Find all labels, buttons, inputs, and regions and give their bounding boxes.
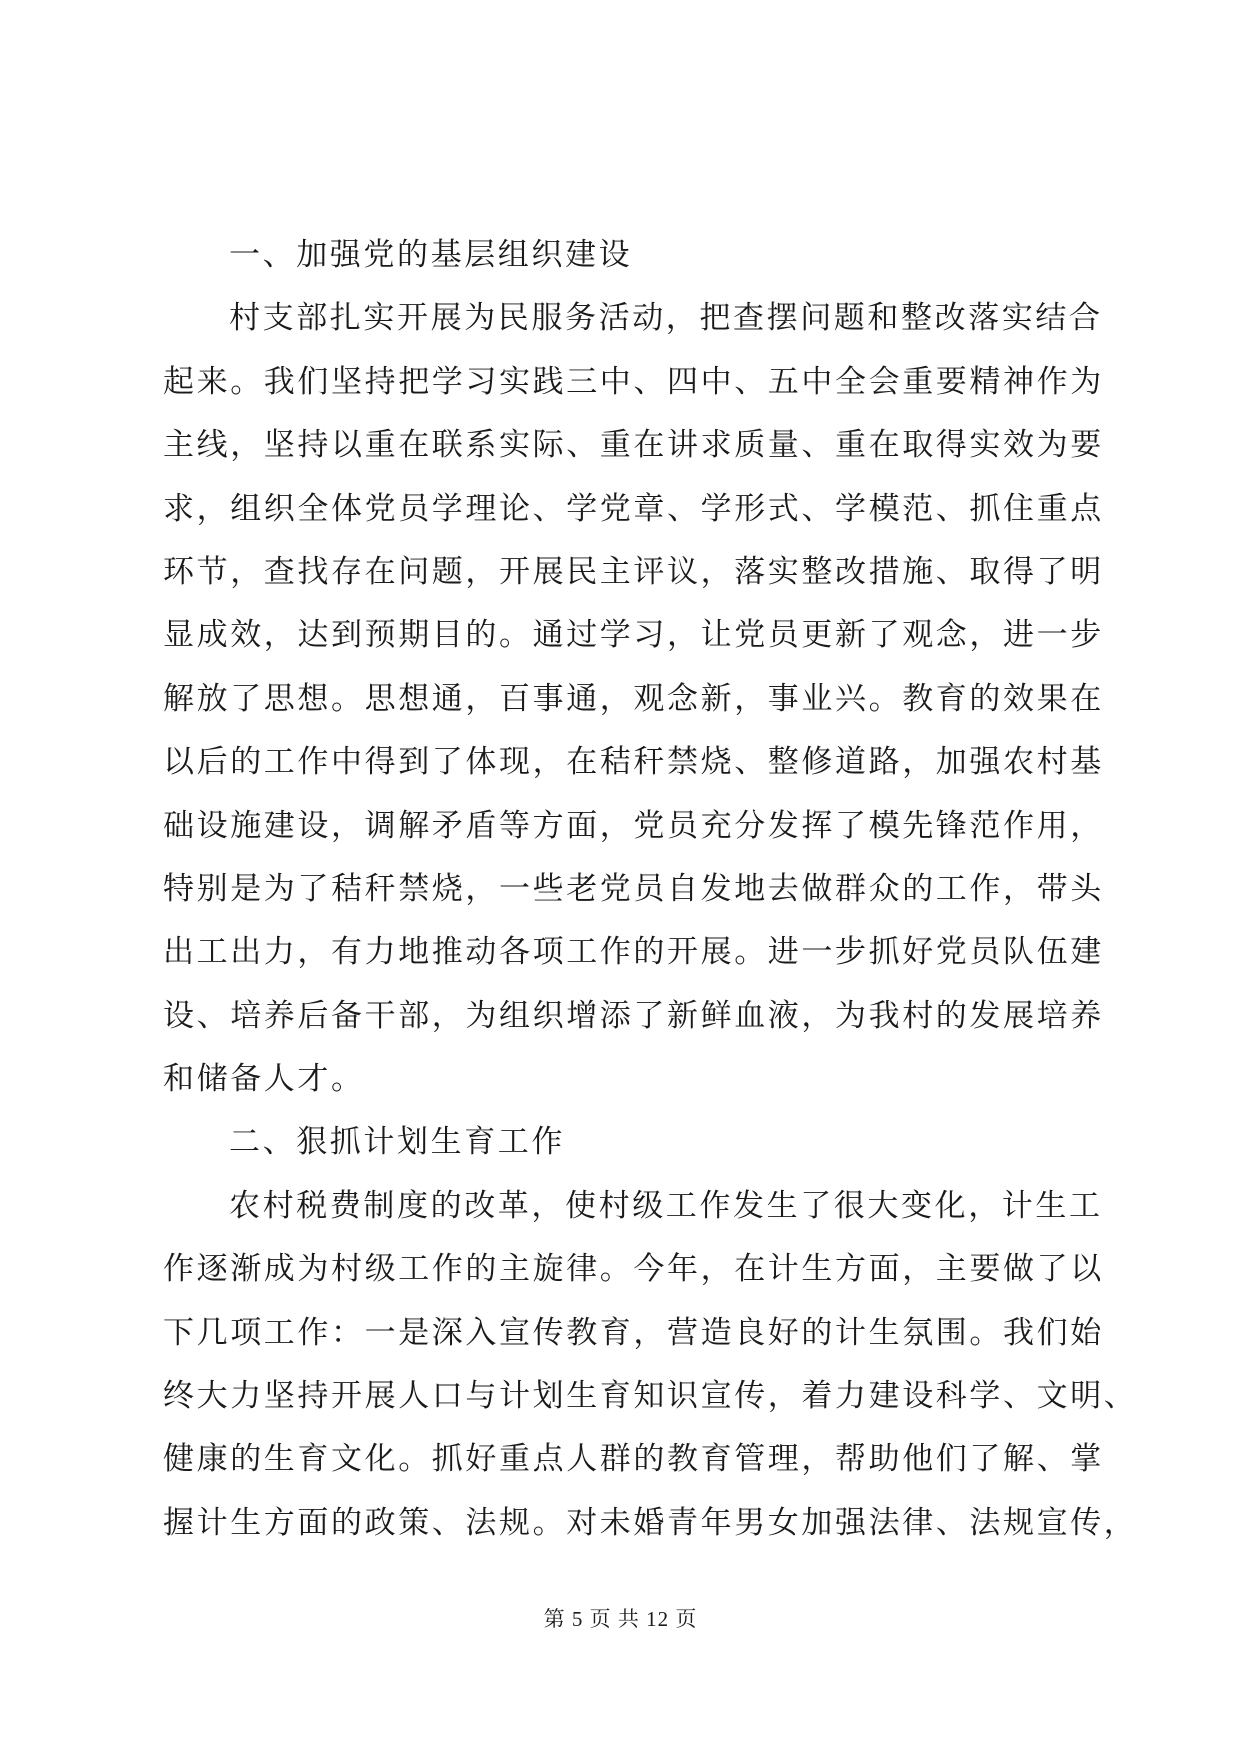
paragraph-line: 解放了思想。思想通，百事通，观念新，事业兴。教育的效果在	[163, 680, 1104, 717]
section-heading-2: 二、狠抓计划生育工作	[229, 1124, 565, 1161]
paragraph-line: 村支部扎实开展为民服务活动，把查摆问题和整改落实结合	[229, 300, 1103, 337]
paragraph-line: 出工出力，有力地推动各项工作的开展。进一步抓好党员队伍建	[163, 934, 1104, 971]
paragraph-line: 和储备人才。	[163, 1061, 365, 1098]
paragraph-line: 以后的工作中得到了体现，在秸秆禁烧、整修道路，加强农村基	[163, 744, 1104, 781]
document-body	[163, 224, 1138, 1555]
paragraph-line: 主线，坚持以重在联系实际、重在讲求质量、重在取得实效为要	[163, 427, 1104, 464]
paragraph-line: 终大力坚持开展人口与计划生育知识宣传，着力建设科学、文明、	[163, 1378, 1138, 1415]
paragraph-line: 起来。我们坚持把学习实践三中、四中、五中全会重要精神作为	[163, 363, 1104, 400]
page-footer: 第 5 页 共 12 页	[543, 1607, 698, 1631]
paragraph-line: 显成效，达到预期目的。通过学习，让党员更新了观念，进一步	[163, 617, 1104, 654]
paragraph-line: 握计生方面的政策、法规。对未婚青年男女加强法律、法规宣传，	[163, 1504, 1138, 1541]
paragraph-line: 健康的生育文化。抓好重点人群的教育管理，帮助他们了解、掌	[163, 1441, 1104, 1478]
paragraph-line: 求，组织全体党员学理论、学党章、学形式、学模范、抓住重点	[163, 490, 1104, 527]
paragraph-line: 环节，查找存在问题，开展民主评议，落实整改措施、取得了明	[163, 553, 1104, 590]
paragraph-line: 农村税费制度的改革，使村级工作发生了很大变化，计生工	[229, 1187, 1103, 1224]
paragraph-line: 特别是为了秸秆禁烧，一些老党员自发地去做群众的工作，带头	[163, 870, 1104, 907]
paragraph-line: 设、培养后备干部，为组织增添了新鲜血液，为我村的发展培养	[163, 997, 1104, 1034]
paragraph-line: 础设施建设，调解矛盾等方面，党员充分发挥了模先锋范作用，	[163, 807, 1104, 844]
section-heading-1: 一、加强党的基层组织建设	[229, 237, 633, 273]
paragraph-line: 作逐渐成为村级工作的主旋律。今年，在计生方面，主要做了以	[163, 1251, 1104, 1288]
paragraph-line: 下几项工作：一是深入宣传教育，营造良好的计生氛围。我们始	[163, 1314, 1104, 1351]
